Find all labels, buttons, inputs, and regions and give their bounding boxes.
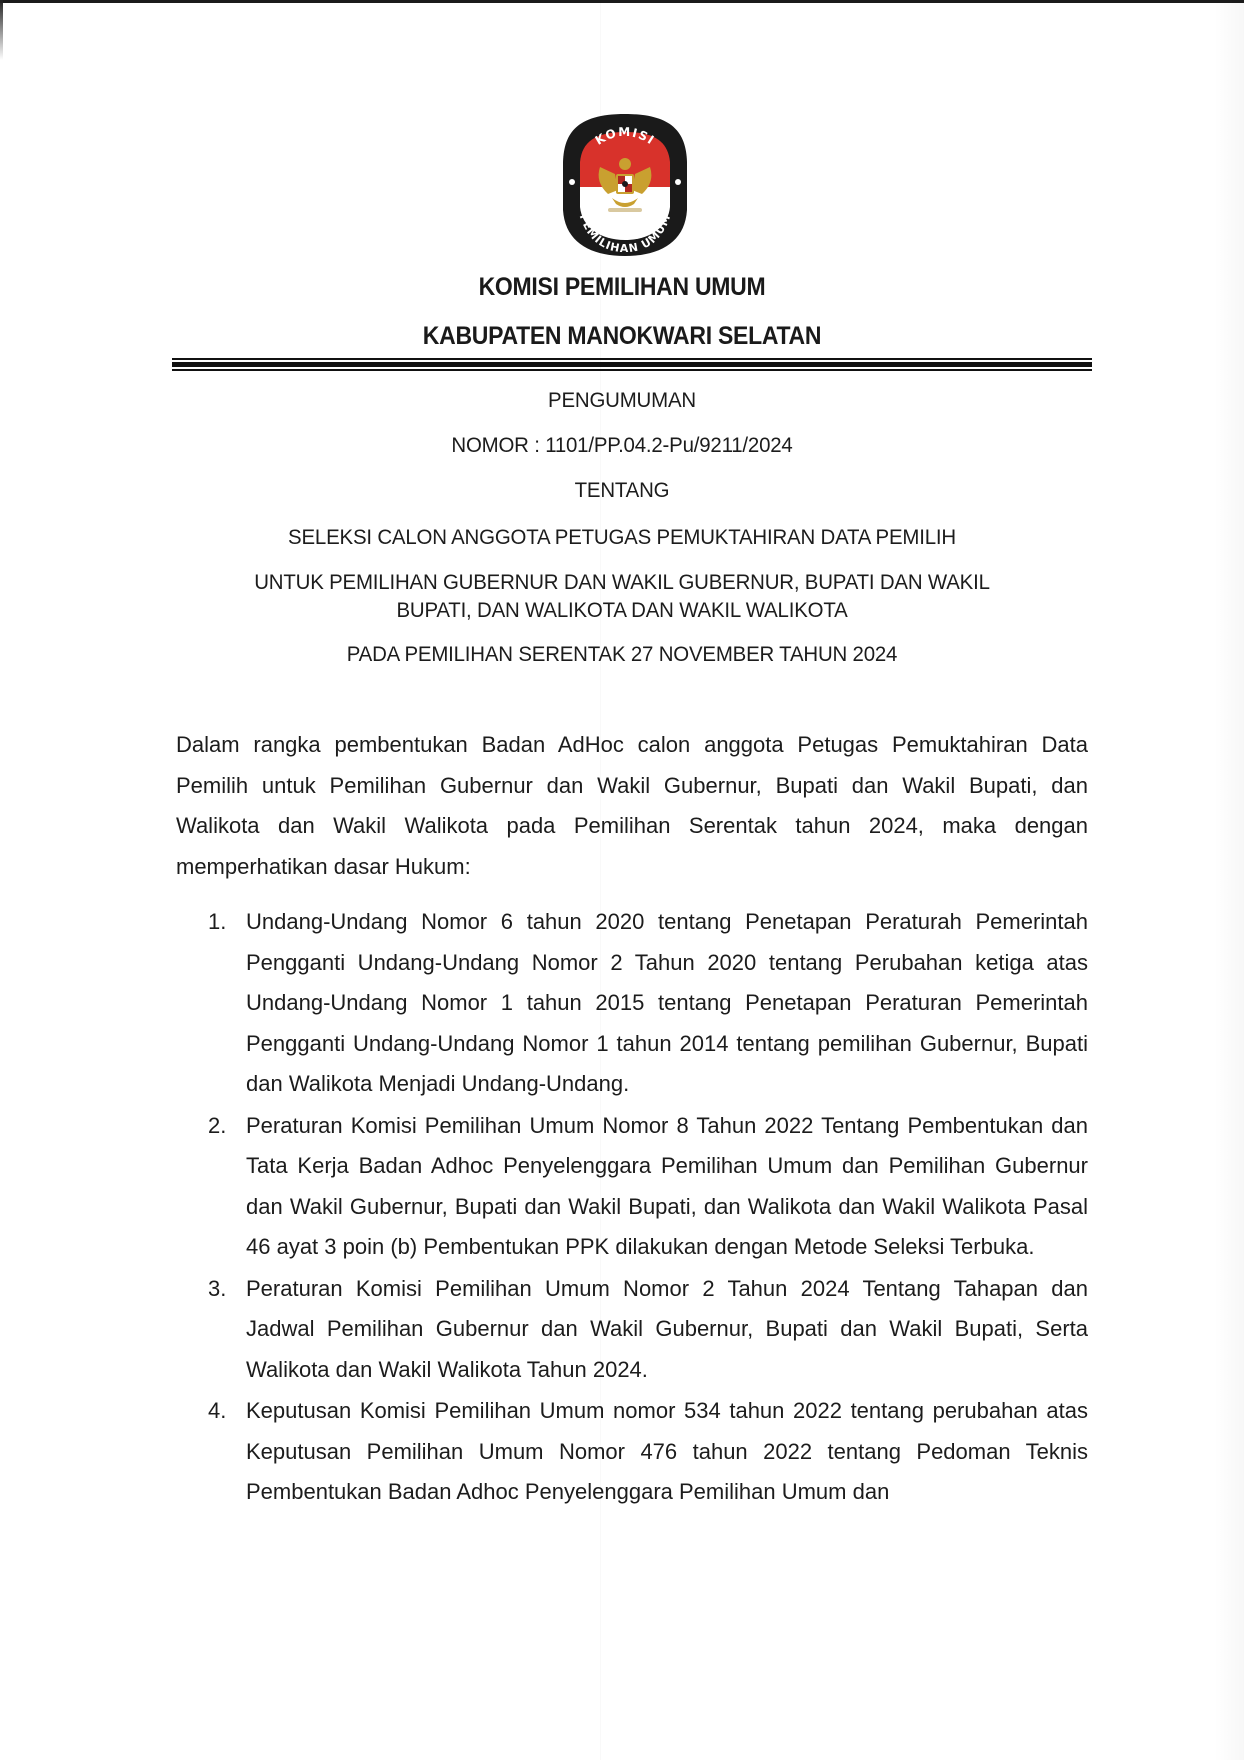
list-item	[208, 1106, 1088, 1268]
document-about-label: TENTANG	[574, 478, 670, 502]
scan-right-shade	[1214, 0, 1244, 1760]
list-item-number: 2.	[208, 1112, 227, 1138]
scan-top-edge	[0, 0, 1244, 3]
letterhead-rule-top	[172, 358, 1092, 360]
list-item-number: 1.	[208, 909, 227, 934]
legal-basis-list	[208, 902, 1088, 1514]
list-item-number: 4.	[208, 1398, 227, 1423]
document-subject-line-4: PADA PEMILIHAN SERENTAK 27 NOVEMBER TAHUN 2024	[346, 642, 898, 666]
intro-paragraph: Dalam rangka pembentukan Badan AdHoc calon anggota Petugas Pemuktahiran Data Pemilih untuk Pemilihan Gubernur dan Wakil Gubernur, Bupati dan Wakil Bupati, dan Walikota dan Wakil Walikota pada Pemilihan Serentak tahun 2024, maka dengan memperhatikan dasar Hukum:	[176, 732, 1088, 879]
list-item	[208, 1391, 1088, 1513]
svg-text:PEMILIHAN UMUM: PEMILIHAN UMUM	[576, 211, 674, 256]
region-name: KABUPATEN MANOKWARI SELATAN	[422, 322, 822, 350]
list-item-text: Peraturan Komisi Pemilihan Umum Nomor 8 Tahun 2022 Tentang Pembentukan dan Tata Kerja Badan Adhoc Penyelenggara Pemilihan Umum dan Pemilihan Gubernur dan Wakil Gubernur, Bupati dan Wakil Bupati, dan Walikota dan Wakil Walikota Pasal 46 ayat 3 poin (b) Pembentukan PPK dilakukan dengan Metode Seleksi Terbuka.	[246, 1112, 1088, 1259]
institution-name: KOMISI PEMILIHAN UMUM	[478, 273, 766, 301]
list-item-text: Keputusan Komisi Pemilihan Umum nomor 534 tahun 2022 tentang perubahan atas Keputusan Pemilihan Umum Nomor 476 tahun 2022 tentang Pedoman Teknis Pembentukan Badan Adhoc Penyelenggara Pemilihan Umum dan	[246, 1398, 1088, 1504]
scan-left-edge	[0, 0, 3, 60]
document-subject-line-1: SELEKSI CALON ANGGOTA PETUGAS PEMUKTAHIRAN DATA PEMILIH	[288, 525, 956, 549]
list-item-text: Undang-Undang Nomor 6 tahun 2020 tentang Penetapan Peraturah Pemerintah Pengganti Undang-Undang Nomor 2 Tahun 2020 tentang Perubahan ketiga atas Undang-Undang Nomor 1 tahun 2015 tentang Penetapan Peraturan Pemerintah Pengganti Undang-Undang Nomor 1 tahun 2014 tentang pemilihan Gubernur, Bupati dan Walikota Menjadi Undang-Undang.	[246, 909, 1088, 1096]
document-subject-line-3: BUPATI, DAN WALIKOTA DAN WAKIL WALIKOTA	[396, 598, 848, 622]
document-number: NOMOR : 1101/PP.04.2-Pu/9211/2024	[451, 433, 793, 457]
letterhead-rule-bottom	[172, 369, 1092, 371]
list-item-text: Peraturan Komisi Pemilihan Umum Nomor 2 Tahun 2024 Tentang Tahapan dan Jadwal Pemilihan Gubernur dan Wakil Gubernur, Bupati dan Wakil Bupati, Serta Walikota dan Wakil Walikota Tahun 2024.	[246, 1275, 1088, 1382]
list-item	[208, 1269, 1088, 1391]
kpu-emblem-icon	[560, 112, 690, 258]
svg-text:KOMISI: KOMISI	[592, 124, 658, 148]
document-subject-line-2: UNTUK PEMILIHAN GUBERNUR DAN WAKIL GUBERNUR, BUPATI DAN WAKIL	[254, 570, 990, 594]
letterhead-rule-middle	[172, 362, 1092, 367]
document-type: PENGUMUMAN	[548, 388, 696, 412]
list-item-number: 3.	[208, 1275, 227, 1301]
list-item	[208, 902, 1088, 1105]
